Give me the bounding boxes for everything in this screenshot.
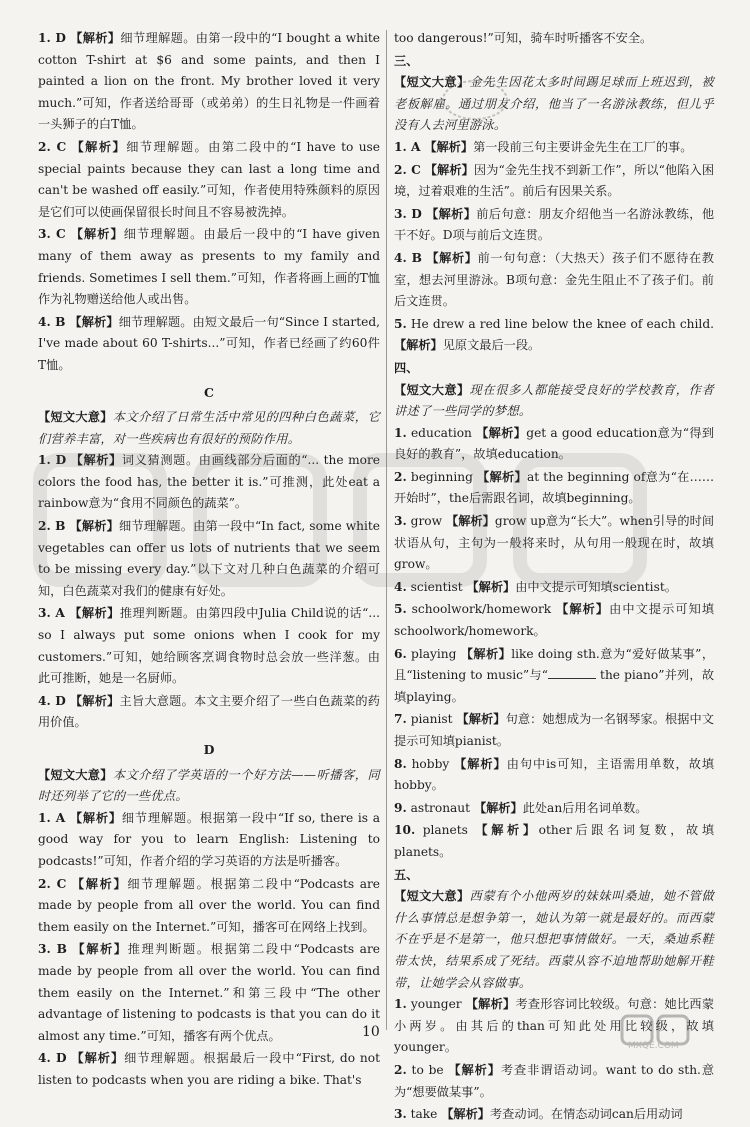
analysis-text: 由句中is可知，主语需用单数，故填hobby。: [394, 756, 715, 793]
analysis-tag: 【解析】: [69, 693, 120, 708]
analysis-tag: 【解析】: [426, 250, 478, 265]
analysis-tag: 【解析】: [71, 139, 127, 154]
answer-item: [394, 160, 714, 203]
summary-text: 金先生因花太多时间踢足球而上班迟到，被老板解雇。通过朋友介绍，他当了一名游泳教练，但儿乎没有人去河里游泳。: [394, 75, 715, 133]
answer-number: 1. A: [38, 810, 66, 825]
analysis-tag: 【解析】: [441, 1107, 490, 1122]
column-divider: [386, 30, 387, 1030]
summary-tag: 【短文大意】: [38, 410, 113, 425]
answer-item: [394, 314, 714, 357]
answer-item: [394, 248, 714, 313]
analysis-text: 细节理解题。由第一段中的“I bought a white cotton T-shirt at $6 and some paints, and then I painted a lion on the front. My brother loved it very much.”可知，作者送给哥哥（或弟弟）的生日礼物是一件画着一头狮子的白T恤。: [38, 31, 381, 132]
summary-tag: 【短文大意】: [394, 889, 470, 904]
analysis-tag: 【解析】: [69, 606, 120, 621]
section-three-heading: 三、: [394, 53, 419, 68]
analysis-text: 因为“金先生找不到新工作”，所以“他陷入困境，过着艰难的生活”。前后有因果关系。: [394, 162, 715, 199]
analysis-tag: 【解析】: [445, 514, 495, 529]
section-d-summary: [38, 765, 380, 808]
section-five-heading: 五、: [394, 867, 419, 882]
analysis-text: 细节理解题。由短文最后一句“Since I started, I've made about 60 T-shirts...”可知，作者已经画了约60件T恤。: [38, 314, 381, 372]
answer-number: 3. B: [38, 942, 67, 957]
section-four-summary: [394, 380, 714, 423]
summary-text: 本文介绍了学英语的一个好方法——听播客，同时还列举了它的一些优点。: [38, 767, 380, 804]
section-d-answers: [38, 808, 380, 1092]
analysis-tag: 【解析】: [71, 1051, 125, 1066]
analysis-text: 考查非谓语动词。want to do sth.意为“想要做某事”。: [394, 1062, 715, 1099]
summary-tag: 【短文大意】: [394, 75, 470, 90]
answer-number: 10.: [394, 823, 416, 838]
answer-item: [394, 137, 714, 159]
right-column: [394, 28, 714, 1127]
analysis-tag: 【解析】: [424, 162, 474, 177]
analysis-text: 句意：她想成为一名钢琴家。根据中文提示可知填pianist。: [394, 712, 715, 748]
analysis-tag: 【解析】: [69, 519, 119, 534]
answer-number: 3.: [394, 514, 407, 529]
analysis-tag: 【解析】: [465, 997, 516, 1012]
section-four-heading: 四、: [394, 360, 419, 375]
answer-number: 2. C: [38, 876, 67, 891]
answer-item: [394, 820, 714, 863]
analysis-tag: 【解析】: [466, 579, 516, 594]
section-c-answers: [38, 450, 380, 734]
section-b-answers: [38, 28, 380, 377]
analysis-tag: 【解析】: [72, 942, 128, 957]
answer-text: beginning: [410, 469, 473, 484]
analysis-text: 由中文提示可知填scientist。: [515, 579, 677, 594]
answer-text: grow: [410, 514, 443, 529]
answer-text: scientist: [410, 579, 463, 594]
answer-text: schoolwork/homework: [411, 602, 552, 617]
analysis-tag: 【解析】: [476, 425, 527, 440]
analysis-text: 细节理解题。由第二段中的“I have to use special paints because they can last a long time and can't be washed off easily.”可知，作者使用特殊颜料的原因是它们可以使画保留很长时间且不容易被洗掉。: [38, 139, 381, 219]
answer-number: 4.: [394, 579, 407, 594]
answer-item: [394, 644, 714, 709]
analysis-text: 细节理解题。由最后一段中的“I have given many of them away as presents to my family and friends. Sometimes I sell them.”可知，作者将画上画的T恤作为礼物赠送给他人或出售。: [38, 227, 381, 307]
analysis-text: 此处an后用名词单数。: [522, 800, 648, 815]
answer-item: [38, 808, 380, 873]
summary-text: 现在很多人都能接受良好的学校教育，作者讲述了一些同学的梦想。: [394, 382, 715, 419]
answer-item: [38, 28, 380, 136]
answer-text: hobby: [411, 756, 450, 771]
section-c-summary: [38, 407, 380, 450]
answer-item: [38, 224, 380, 310]
analysis-text-after: the piano”并列，故填playing。: [394, 668, 715, 704]
analysis-tag: 【解析】: [70, 31, 121, 45]
answer-number: 1. D: [38, 453, 67, 468]
analysis-text: 由中文提示可知填schoolwork/homework。: [394, 602, 715, 639]
answer-number: 8.: [394, 756, 407, 771]
summary-tag: 【短文大意】: [394, 382, 470, 397]
analysis-text: 细节理解题。由第一段中“In fact, some white vegetables can offer us lots of nutrients that we seem to be missing every day.”以下文对几种白色蔬菜的介绍可知，白色蔬菜对我们的健康有好处。: [38, 519, 381, 598]
analysis-tag: 【解析】: [448, 1062, 501, 1077]
answer-text: playing: [411, 646, 457, 661]
analysis-tag: 【解析】: [71, 876, 128, 891]
analysis-text: 主旨大意题。本文主要介绍了一些白色蔬菜的药用价值。: [38, 693, 380, 730]
answer-item: [394, 754, 714, 797]
watermark-logo-text: MXQE.COM: [628, 1041, 679, 1050]
analysis-text: grow up意为“长大”。when引导的时间状语从句，主句为一般将来时，从句用一般现在时，故填grow。: [394, 514, 715, 572]
analysis-tag: 【解析】: [475, 823, 539, 838]
answer-number: 3. A: [38, 606, 65, 621]
left-column: [38, 28, 380, 1093]
answer-number: 2. C: [38, 139, 67, 154]
answer-number: 4. B: [394, 250, 422, 265]
stamp-mark: [440, 78, 510, 122]
answer-item: [38, 312, 380, 377]
answer-number: 4. B: [38, 314, 66, 329]
section-c-heading: C: [204, 384, 214, 400]
analysis-tag: 【解析】: [454, 756, 507, 771]
summary-tag: 【短文大意】: [38, 767, 113, 782]
answer-number: 1.: [394, 997, 407, 1012]
section-five-summary: [394, 886, 714, 994]
answer-item: [38, 939, 380, 1047]
answer-item: [38, 874, 380, 939]
answer-number: 1. D: [38, 31, 66, 45]
summary-text: 西蒙有个小他两岁的妹妹叫桑迪，她不管做什么事情总是想争第一，她认为第一就是最好的。而西蒙不在乎是不是第一，他只想把事情做好。一天，桑迪系鞋带太快，结果系成了死结。西蒙从容不迫地帮助她解开鞋带，让她学会从容做事。: [394, 889, 715, 990]
analysis-text: 见原文最后一段。: [442, 338, 541, 353]
answer-item: [394, 1104, 714, 1126]
answer-item: [394, 204, 714, 247]
analysis-tag: 【解析】: [426, 206, 477, 221]
answer-number: 3. C: [38, 227, 66, 242]
analysis-tag: 【解析】: [70, 227, 124, 242]
analysis-tag: 【解析】: [473, 800, 523, 815]
answer-item: [394, 577, 714, 599]
fill-blank: [548, 666, 596, 679]
answer-item: [394, 798, 714, 820]
answer-item: [394, 511, 714, 576]
answer-item: [38, 691, 380, 734]
answer-number: 4. D: [38, 693, 66, 708]
analysis-text: 推理判断题。由第四段中Julia Child说的话“... so I always put some onions when I cook for my customers.”可知，她给顾客烹调食物时总会放一些洋葱。由此可推断，她是一名厨师。: [38, 606, 381, 686]
answer-item: [394, 599, 714, 642]
answer-number: 1. A: [394, 139, 421, 154]
answer-text: to be: [411, 1062, 444, 1077]
answer-item: [38, 1048, 380, 1091]
answer-number: 2.: [394, 1062, 407, 1077]
section-d-heading: D: [203, 742, 215, 757]
answer-item: [38, 516, 380, 602]
answer-number: 3. D: [394, 206, 422, 221]
analysis-text: like doing sth.意为“爱好做某事”，且“listening to music”与“: [394, 646, 715, 683]
analysis-text: 考查形容词比较级。句意：她比西蒙小两岁。由其后的than可知此处用比较级，故填younger。: [394, 997, 715, 1055]
analysis-text: 细节理解题。根据最后一段中“First, do not listen to podcasts when you are riding a bike. That's: [38, 1051, 380, 1087]
analysis-text: 考查动词。在情态动词can后用动词: [490, 1107, 683, 1122]
analysis-text: 推理判断题。根据第二段中“Podcasts are made by people from all over the world. You can find them easily on the Internet.”和第三段中“The other advantage of listening to podcasts is that you can do it almost any time.”可知，播客有两个优点。: [38, 942, 380, 1043]
summary-text: 本文介绍了日常生活中常见的四种白色蔬菜，它们营养丰富，对一些疾病也有很好的预防作用。: [38, 410, 380, 446]
analysis-tag: 【解析】: [70, 453, 122, 468]
answer-item: [38, 450, 380, 515]
analysis-tag: 【解析】: [69, 314, 119, 329]
analysis-tag: 【解析】: [556, 602, 610, 617]
analysis-tag: 【解析】: [424, 139, 474, 154]
answer-text: astronaut: [410, 800, 471, 815]
answer-number: 9.: [394, 800, 407, 815]
page-number: 10: [362, 1024, 380, 1040]
answer-text: younger: [410, 997, 462, 1012]
answer-text: take: [410, 1107, 438, 1122]
answer-text: pianist: [410, 712, 453, 727]
answer-item: [394, 1060, 714, 1103]
analysis-text: 第一段前三句主要讲金先生在工厂的事。: [473, 139, 693, 154]
analysis-text: 细节理解题。根据第一段中“If so, there is a good way for you to learn English: Listening to podcasts!”可知，作者介绍的学习英语的方法是听播客。: [38, 810, 380, 868]
analysis-tag: 【解析】: [477, 469, 527, 484]
analysis-tag: 【解析】: [69, 810, 122, 825]
answer-number: 5.: [394, 602, 407, 617]
analysis-tag: 【解析】: [394, 338, 443, 353]
analysis-text: get a good education意为“得到良好的教育”，故填education。: [394, 425, 715, 462]
analysis-text: 前一句句意：（大热天）孩子们不愿待在教室，想去河里游泳。B项句意：金先生阻止不了孩子们。前后文连贯。: [394, 250, 714, 309]
answer-number: 2. B: [38, 519, 66, 534]
answer-number: 6.: [394, 646, 407, 661]
answer-item: [394, 709, 714, 752]
analysis-text: other后跟名词复数，故填planets。: [394, 823, 715, 859]
answer-number: 2. C: [394, 162, 421, 177]
answer-item: [394, 467, 714, 510]
analysis-tag: 【解析】: [460, 646, 512, 661]
analysis-text: at the beginning of意为“在……开始时”，the后需跟名词，故填beginning。: [394, 469, 715, 506]
analysis-text: 词义猜测题。由画线部分后面的“... the more colors the food has, the better it is.”可推测，此处eat a rainbow意为“食用不同颜色的蔬菜”。: [38, 453, 381, 511]
watermark-logo: [620, 1010, 730, 1050]
analysis-text: 前后句意：朋友介绍他当一名游泳教练，他干不好。D项与前后文连贯。: [394, 206, 715, 243]
analysis-tag: 【解析】: [456, 712, 506, 727]
answer-item: [38, 137, 380, 223]
analysis-text: 细节理解题。根据第二段中“Podcasts are made by people from all over the world. You can find them easily on the Internet.”可知，播客可在网络上找到。: [38, 876, 380, 934]
answer-item: [38, 603, 380, 689]
answer-text: He drew a red line below the knee of each child.: [410, 316, 714, 331]
answer-number: 5.: [394, 316, 407, 331]
continuation-text: too dangerous!”可知，骑车时听播客不安全。: [394, 31, 653, 45]
answer-text: planets: [422, 823, 468, 838]
answer-number: 4. D: [38, 1051, 67, 1066]
answer-number: 1.: [394, 425, 407, 440]
answer-text: education: [410, 425, 472, 440]
answer-number: 3.: [394, 1107, 407, 1122]
answer-number: 2.: [394, 469, 407, 484]
answer-item: [394, 423, 714, 466]
answer-number: 7.: [394, 712, 407, 727]
